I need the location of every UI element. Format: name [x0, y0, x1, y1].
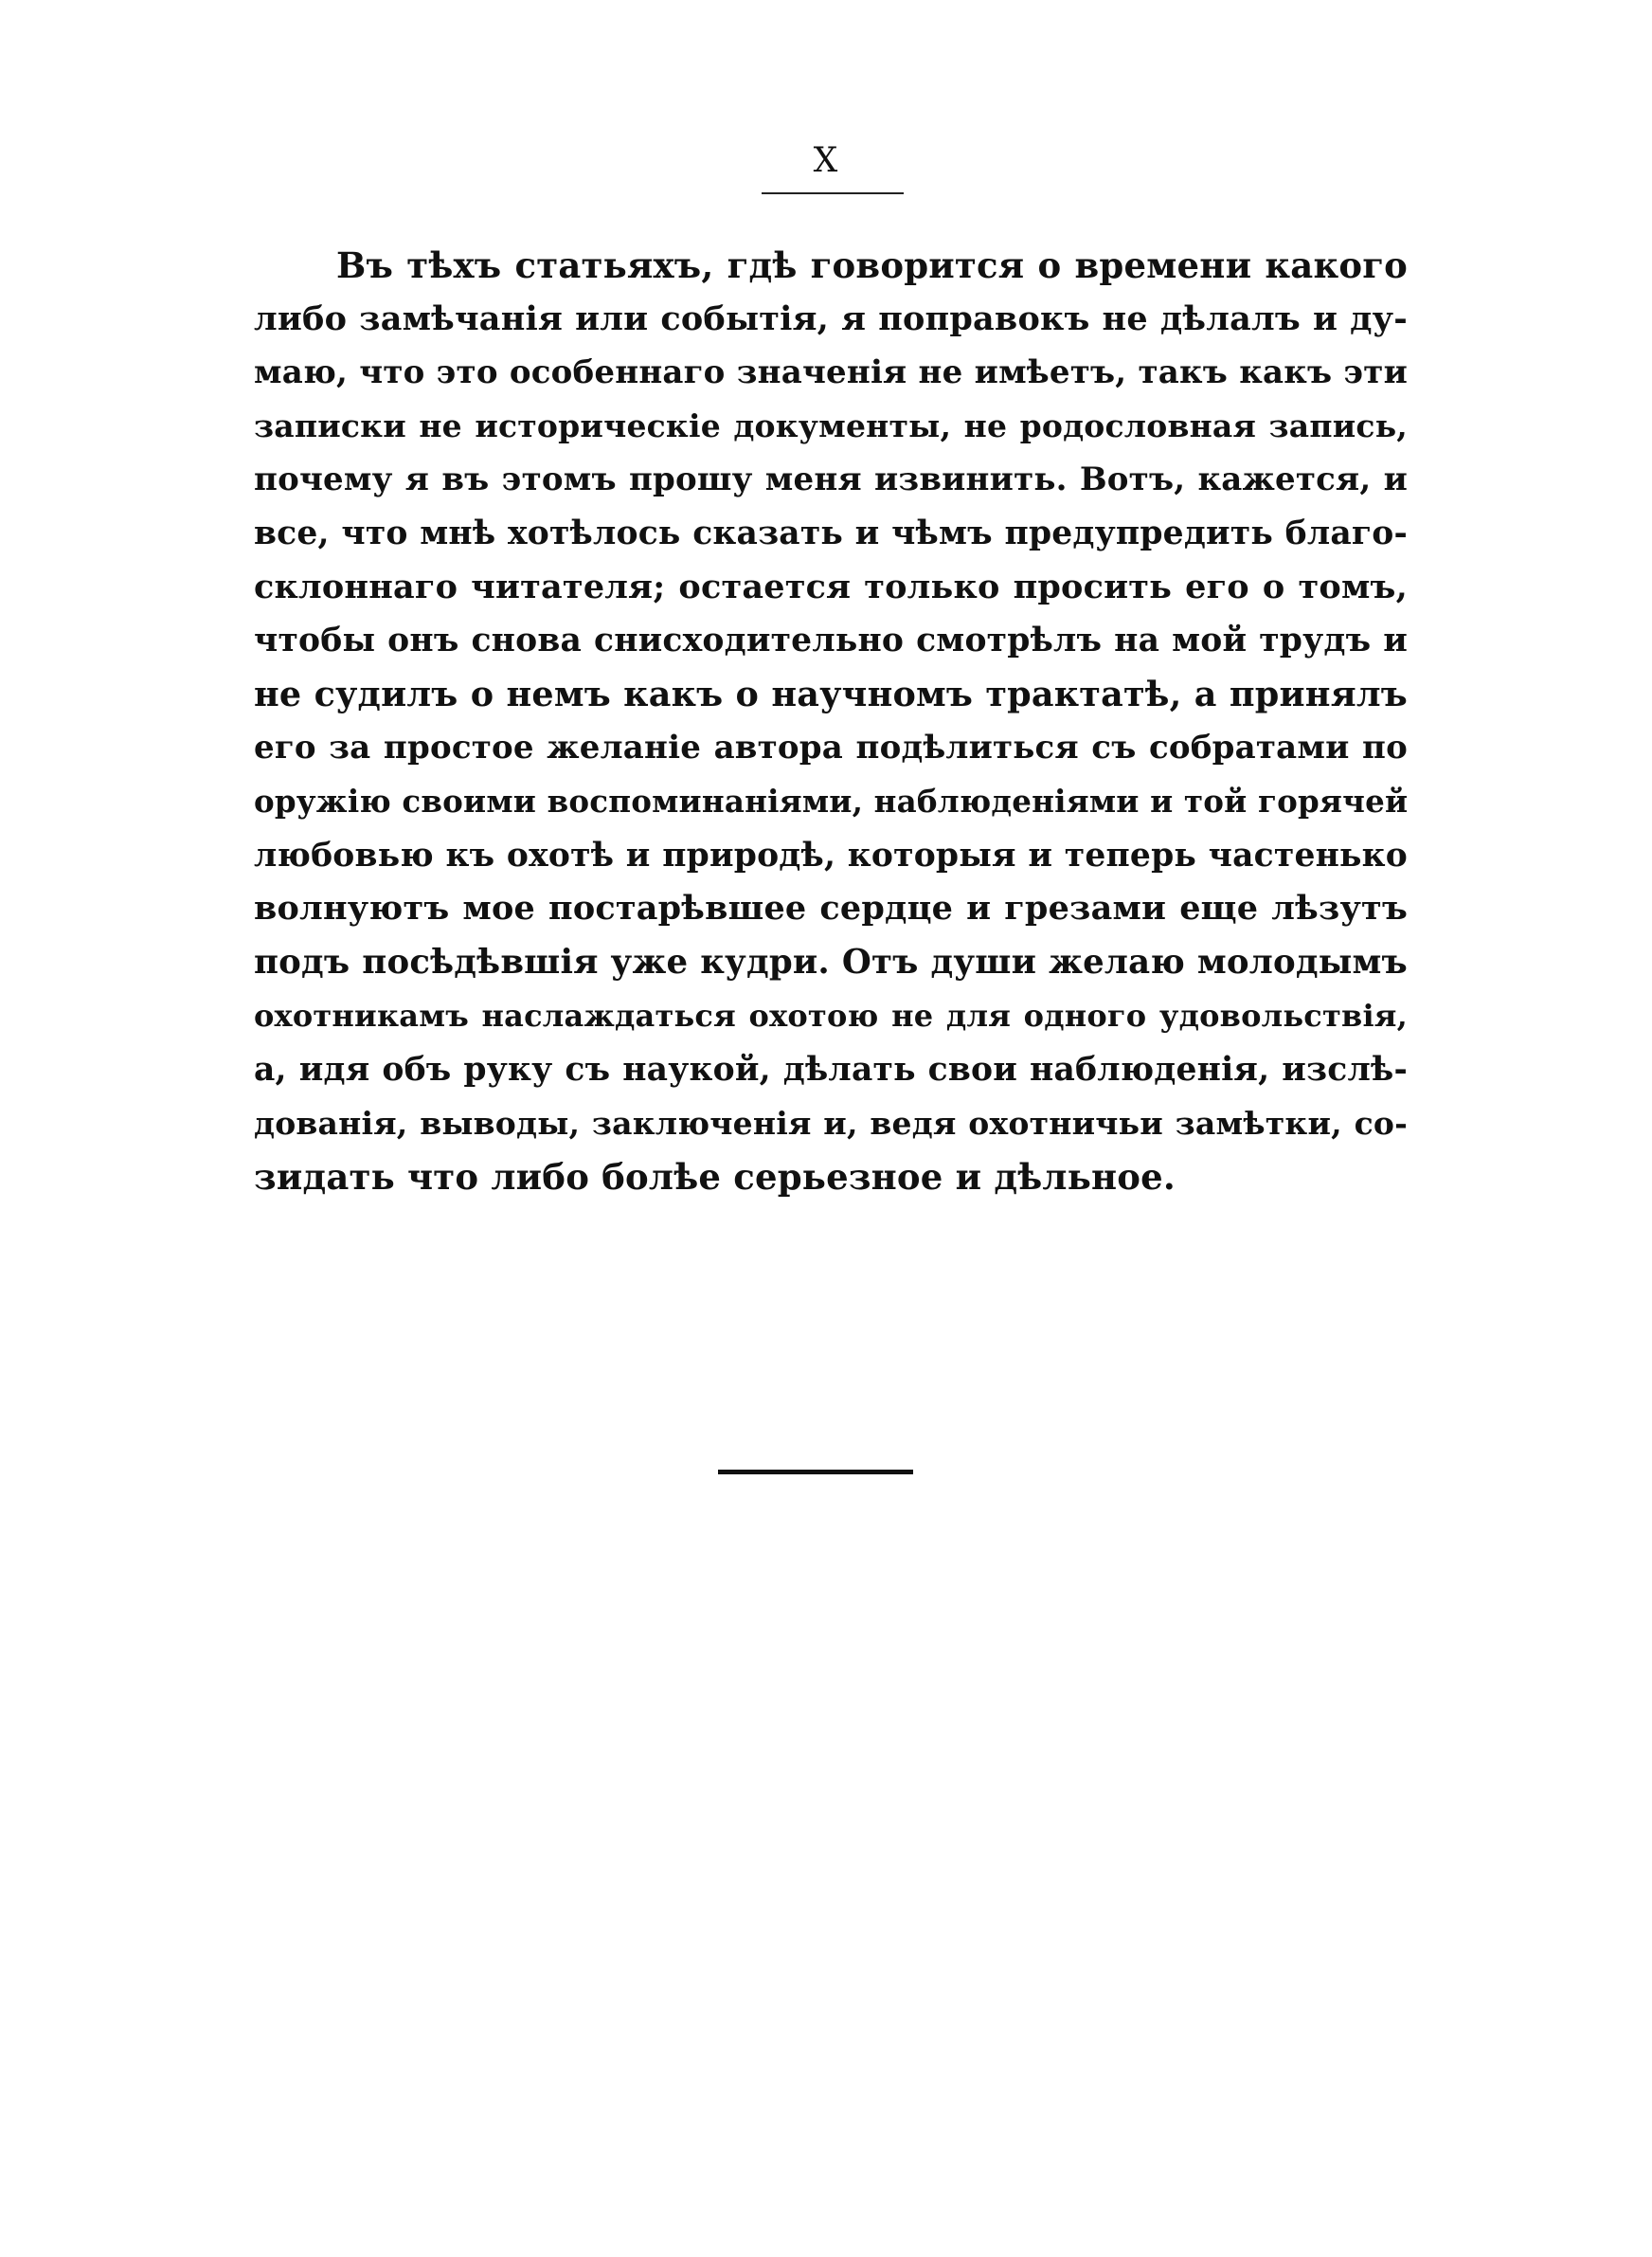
text-line: маю, что это особеннаго значенія не имѣетъ, такъ какъ эти: [254, 353, 1408, 392]
page-number: X: [813, 141, 839, 180]
header-rule: [762, 192, 904, 194]
body-text: [254, 239, 1408, 1204]
text-line: любовью къ охотѣ и природѣ, которыя и теперь частенько: [254, 836, 1408, 875]
text-line: дованія, выводы, заключенія и, ведя охотничьи замѣтки, со-: [254, 1104, 1408, 1142]
text-line: все, что мнѣ хотѣлось сказать и чѣмъ предупредить благо-: [254, 514, 1408, 552]
text-line: либо замѣчанія или событія, я поправокъ не дѣлалъ и ду-: [254, 298, 1408, 338]
text-line: чтобы онъ снова снисходительно смотрѣлъ на мой трудъ и: [254, 622, 1408, 660]
text-line: а, идя объ руку съ наукой, дѣлать свои наблюденія, изслѣ-: [254, 1050, 1408, 1089]
text-line: зидать что либо болѣе серьезное и дѣльное.: [254, 1156, 1176, 1199]
text-line: волнуютъ мое постарѣвшее сердце и грезами еще лѣзутъ: [254, 889, 1408, 929]
text-line: записки не историческіе документы, не родословная запись,: [254, 406, 1408, 444]
end-rule: [718, 1470, 913, 1474]
text-line: его за простое желаніе автора подѣлиться съ собратами по: [254, 729, 1408, 767]
text-line: склоннаго читателя; остается только просить его о томъ,: [254, 567, 1408, 606]
text-line: подъ посѣдѣвшія уже кудри. Отъ души желаю молодымъ: [254, 942, 1408, 982]
text-line: почему я въ этомъ прошу меня извинить. Вотъ, кажется, и: [254, 460, 1408, 499]
text-line: оружію своими воспоминаніями, наблюденіями и той горячей: [254, 782, 1409, 820]
text-line: охотникамъ наслаждаться охотою не для одного удовольствія,: [254, 998, 1408, 1035]
text-line: не судилъ о немъ какъ о научномъ трактатѣ, а принялъ: [254, 673, 1408, 714]
text-line: Въ тѣхъ статьяхъ, гдѣ говорится о времени какого: [336, 244, 1408, 286]
